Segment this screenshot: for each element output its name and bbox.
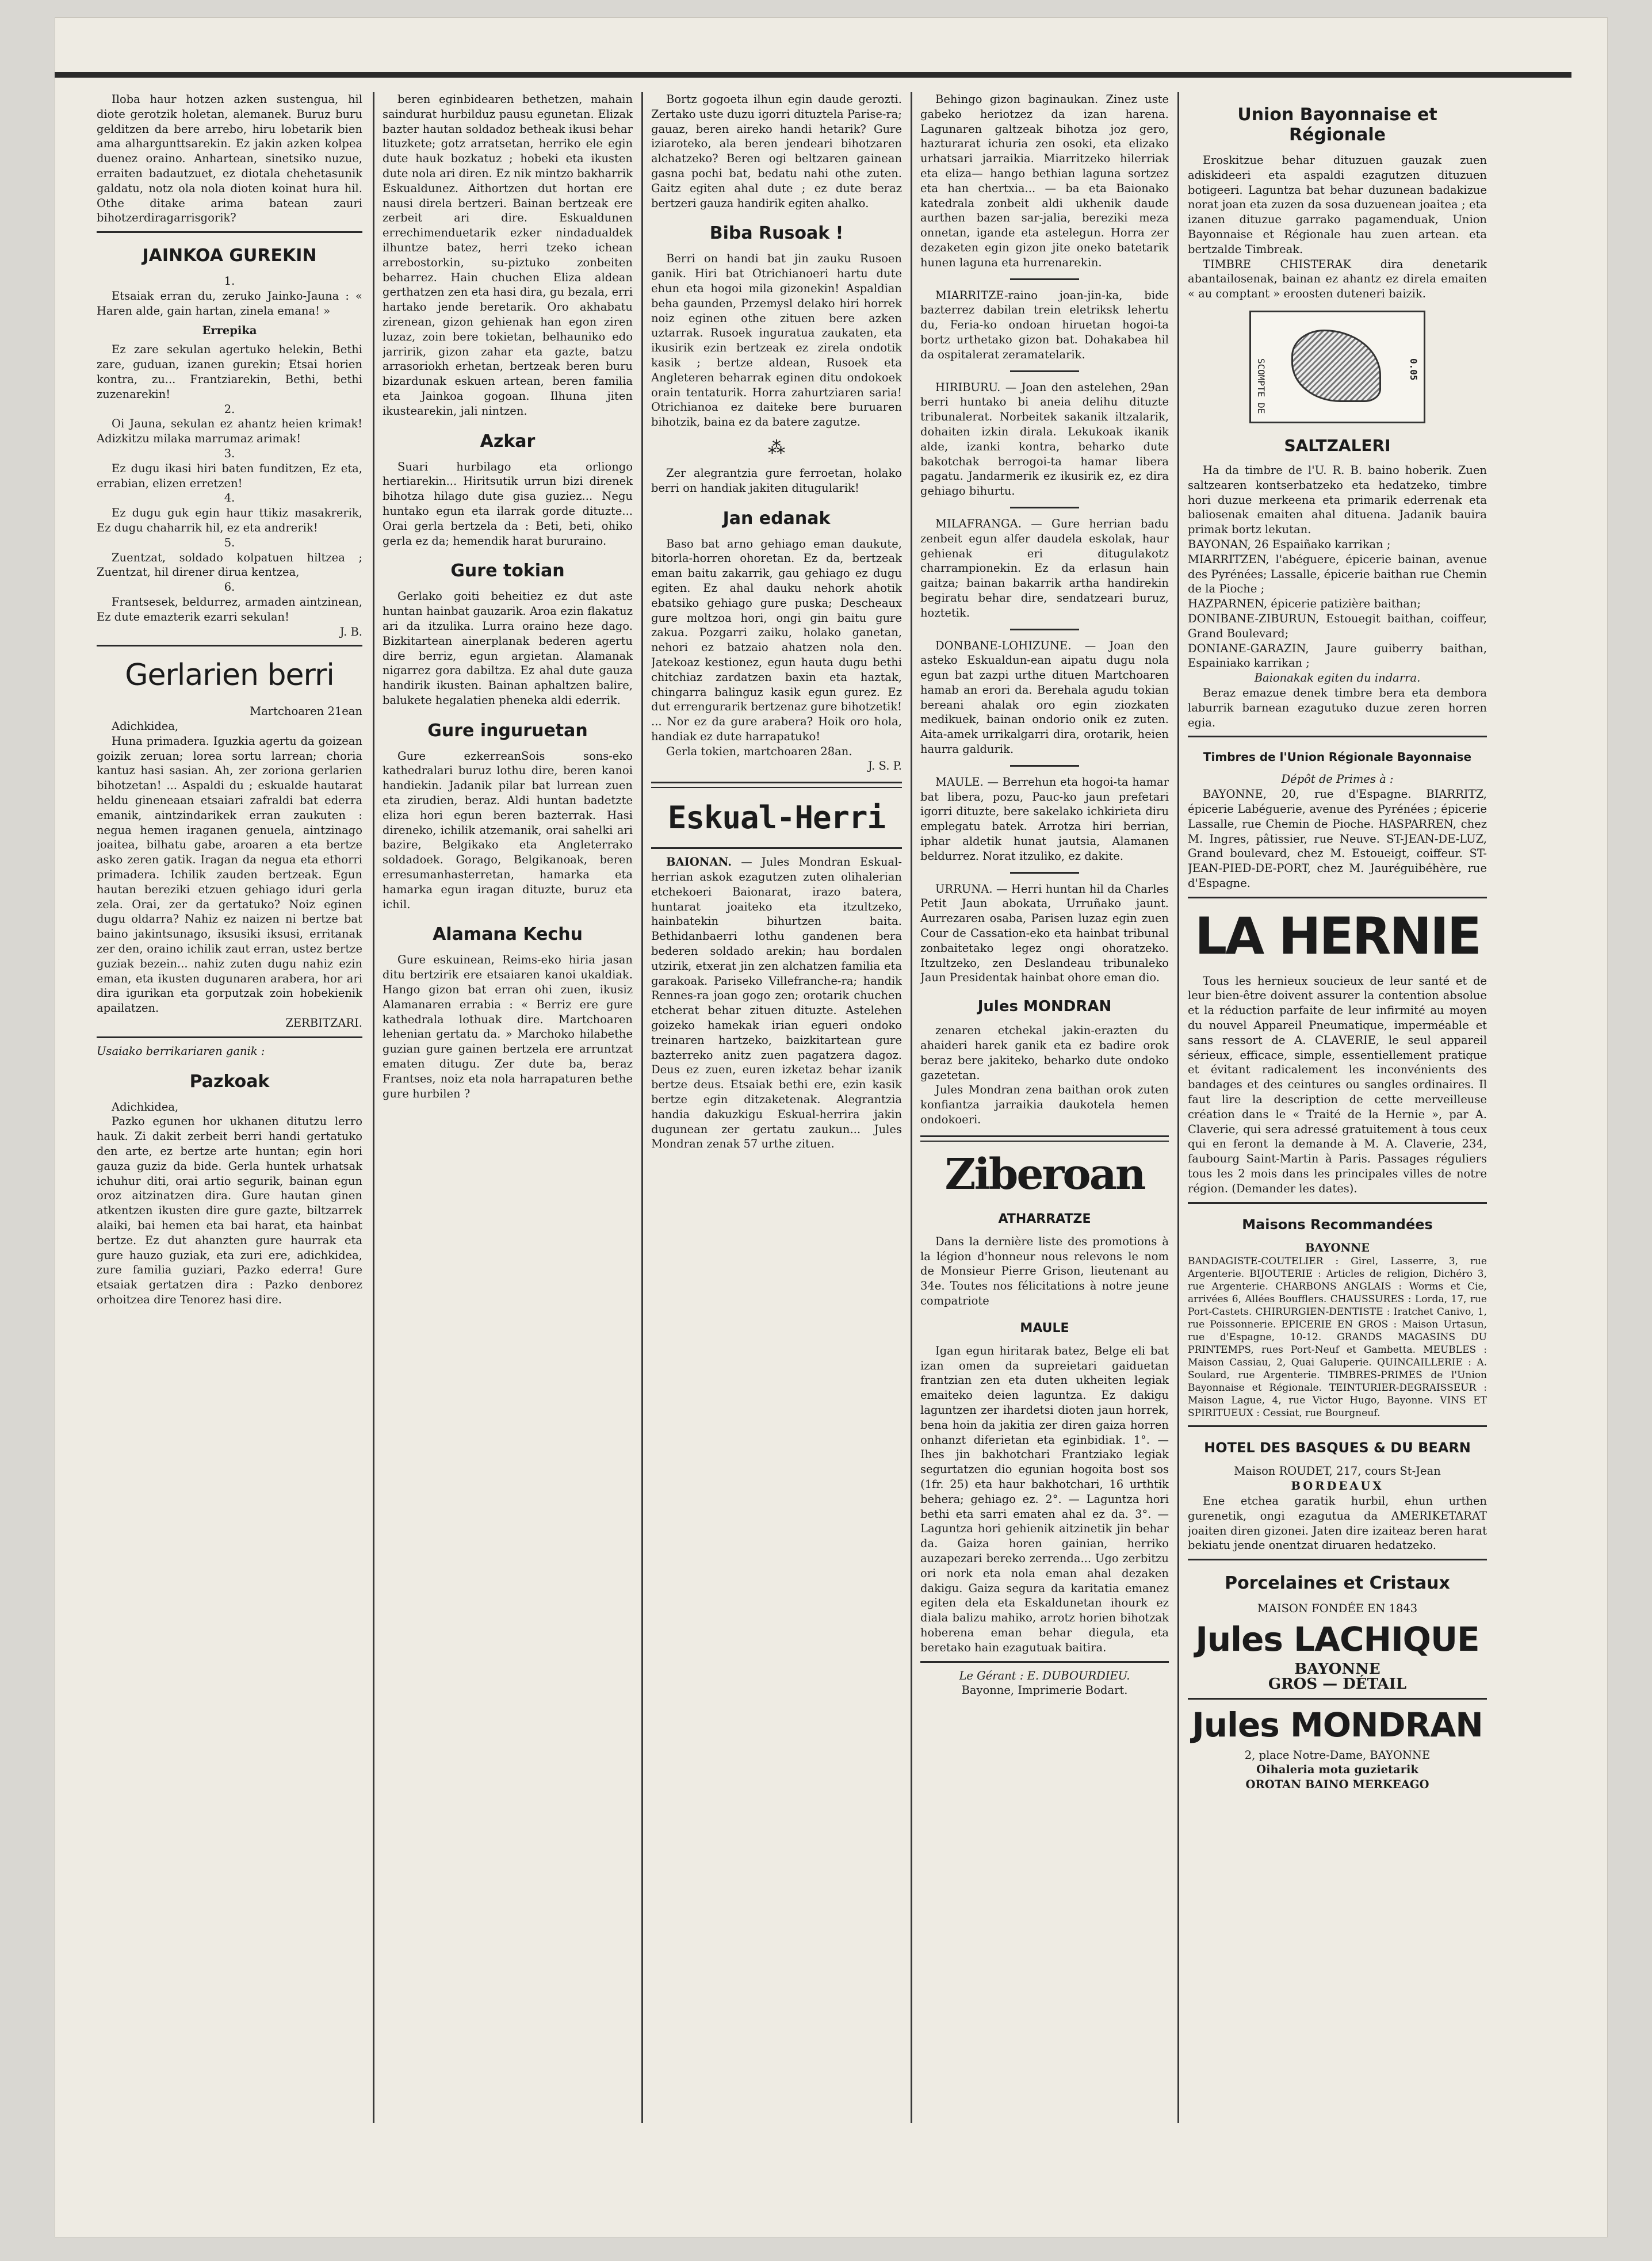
ad-text: Oihaleria mota guzietarik: [1256, 1763, 1418, 1777]
section-title: Gure inguruetan: [427, 720, 588, 741]
article-text: MAULE. — Berrehun eta hogoi-ta hamar bat libera, pozu, Pauc-ko jaun prefetari igorri dituzte, bere sakelako ichkirieta diru emplegatu batek. Arrotza hiri berrian, iphar aldetik hunat jautsia, Alamanen beldurrez. Norat itzuliko, ez dakite.: [920, 775, 1169, 863]
stanza-text: Oi Jauna, sekulan ez ahantz heien krimak! Adizkitzu milaka marrumaz arimak!: [97, 417, 362, 446]
city-name: BORDEAUX: [1291, 1479, 1384, 1493]
wing-emblem: [1291, 330, 1381, 402]
divider: [1188, 1559, 1487, 1560]
section-title: Pazkoak: [189, 1071, 270, 1092]
shop-list-item: DONIANE-GARAZIN, Jaure guiberry baithan, Espainiako karrikan ;: [1188, 641, 1487, 670]
ad-text: OROTAN BAINO MERKEAGO: [1245, 1778, 1429, 1792]
divider: [1010, 765, 1079, 767]
article-text: Gure ezkerreanSois sons-eko kathedralari buruz lothu dire, beren kanoi handiekin. Jadanik pilar bat lurrean zuen eta zirudien, beraz. Aldi huntan badetzte eliza hori egun beren bazterrak. Hasi direneko, ichilik atzemanik, orai sahelki ari bazire, Belgikako eta Angleterrako soldadoek. Gorago, Belgikanoak, beren erresumanhasterretan, hamarka eta hamarka egun iragan dituzte, buruz eta ichil.: [383, 749, 633, 911]
article-text: Gerlako goiti beheitiez ez dut aste huntan hainbat gauzarik. Aroa ezin flakatuz ari da itzulika. Lurra oraino heze dago. Bizkitartean ainerplanak bederen agertu dire berriz, egun argietan. Alamanak nigarrez gora dabiltza. Ez ahal dute gauza handirik ikusten. Bainan aphaltzen balire, balukete hegalatien pheneka aldi ederrik.: [383, 590, 633, 707]
shop-list-item: HAZPARNEN, épicerie patizière baithan;: [1188, 597, 1421, 611]
article-text: Gure eskuinean, Reims-eko hiria jasan ditu bertzirik ere etsaiaren kanoi ukaldiak. Hango gizon bat erran ohi zuen, ikusiz Alamanaren errabia : « Berriz ere gure kathedrala lothuak dire. Martchoaren lehenian gertatu da. » Marchoko hilabethe guzian gure gainen bertzela ere arruntzat ematen ditugu. Zer dute ba, beraz Frantses, noiz eta nola harrapaturen bethe gure hurbilen ?: [383, 953, 633, 1100]
column-2: [383, 92, 633, 2122]
greeting: Adichkidea,: [112, 720, 179, 733]
ad-text: Ha da timbre de l'U. R. B. baino hoberik. Zuen saltzearen kontserbatzeko eta hedatzeko, timbre hori duzue merkeena eta primarik ederrenak eta baliosenak emaiten ahal dituena. Jadanik bauira primak bortz lekutan.: [1188, 463, 1487, 537]
article-text: Huna primadera. Iguzkia agertu da goizean goizik zeruan; lorea sortu larrean; choria kantuz hasi sasian. Ah, zer zoriona gerlarien bihotzetan! ... Aspaldi du ; eskualde hautarat heldu gineneaan etsaiari zafraldi bat ederra emanik, aintzindarikek erran zaukuten : negua hemen iraganen genuela, aintzinago joaitea, bilhatu gabe, aroaren a eta bertze asko zeren gatik. Iragan da negua eta ethorri primadera. Ichilik zauden bertzeak. Egun hautan bereziki etzuen gehiago iduri gerla zela. Orai, zer da gertatuko? Noiz eginen dugu oldarra? Nahiz ez naizen ni bertze bat baino jakintsunago, iksusiki iksusi, erritanak zer den, oraino ichilik zaut erran, ustez bertze guziak bezein... nahiz zuten dugu nahiz ezin eman, eta ikusten dugunaren arabera, hor ari dira igurikan eta gorputzak zoin hobekienik apailatzen.: [97, 734, 362, 1015]
stanza-text: Zuentzat, soldado kolpatuen hiltzea ; Zuentzat, hil direner dirua kentzea,: [97, 550, 362, 579]
source-note: Usaiako berrikariaren ganik :: [97, 1044, 265, 1058]
ad-slogan: Baionakak egiten du indarra.: [1254, 671, 1421, 685]
article-text: Pazko egunen hor ukhanen ditutzu lerro hauk. Zi dakit zerbeit berri handi gertatuko den arte, ez bertze arte huntan; egin hori gauza guziz da bide. Gerla huntek urhatsak ichuhur diti, orai artio segurik, bainan egun oroz aitzinatzen dira. Gure hautan ginen atkentzen ikusten dire gure gazte, biltzarrek alaiki, bai hemen eta bai harat, eta hainbat bertze. Ez dut ahanzten gure haurrak eta gure hauzo guziak, eta zuri ere, adichkidea, zure familia guziari, Pazko ederra! Gure etsaiak gertatzen dira : Pazko denborez orhoitzea dire Tenorez hasi dire.: [97, 1115, 362, 1306]
article-text: Dans la dernière liste des promotions à la légion d'honneur nous relevons le nom de Monsieur Pierre Grison, lieutenant au 34e. Toutes nos félicitations à notre jeune compatriote: [920, 1234, 1169, 1307]
ad-title: Timbres de l'Union Régionale Bayonnaise: [1203, 750, 1472, 764]
column-separator: [1177, 92, 1179, 2123]
section-title: Alamana Kechu: [433, 924, 583, 945]
place-name: MAULE: [1020, 1321, 1069, 1336]
column-separator: [911, 92, 912, 2123]
stanza-text: Ez dugu ikasi hiri baten funditzen, Ez eta, errabian, elizen erretzen!: [97, 461, 362, 490]
divider: [1010, 278, 1079, 280]
ad-subtitle: MAISON FONDÉE EN 1843: [1257, 1602, 1418, 1616]
article-text: — Jules Mondran Eskual-herrian askok ezagutzen zuten olihalerian etchekoeri Baionarat, irazo batera, huntarat joaiteko eta itzultzeko, hainbatekin bihurtzen baita. Bethidanbaerri lothu gandenen bera bederen soldado arekin; hau bordalen utzirik, etxerat jin zen alchatzen familia eta garakoak. Pariseko Villefranche-ra; handik Rennes-ra joan gogo zen; orotarik chuchen etcherat behar zituen dituzte. Astelehen goizeko hamekak irian egueri ondoko treinaren hartzeko, baizkitartean gure bazterreko anitz zuen pagatzera dagoz. Deus ez zuen, euren izketaz behar izanik bertze deus. Etsaiak bethi ere, ezin kasik bertze egin ditzaketenak. Alegrantzia handia dakuzkigu Eskual-herrira jakin dugunean zer gertatu zaukun... Jules Mondran zenak 57 urthe zituen.: [651, 855, 902, 1151]
divider: [1188, 1698, 1487, 1700]
shop-list-item: DONIBANE-ZIBURUN, Estouegit baithan, coiffeur, Grand Boulevard;: [1188, 611, 1487, 640]
ad-title: Jules MONDRAN: [1192, 1705, 1483, 1744]
column-separator: [373, 92, 374, 2123]
ad-text: TIMBRE CHISTERAK dira denetarik abantailosenak, bainan ez ahantz ez direla emaiten « au comptant » eroosten duteneri baizik.: [1188, 257, 1487, 301]
article-text: URRUNA. — Herri huntan hil da Charles Petit Jaun abokata, Urruñako jaunt. Aurrezaren osaba, Parisen luzaz egin zuen Cour de Cassation-eko eta hainbat tribunal zonbaitetako legez ongi ohoratzeko. Itzultzeko, zen Deslandeau tribunaleko Jaun Presidentak hainbat ohore eman dio.: [920, 882, 1169, 985]
ad-text: Tous les hernieux soucieux de leur santé et de leur bien-être doivent assurer la contention absolue et la réduction parfaite de leur infirmité au moyen du nouvel Appareil Pneumatique, imperméable et sans ressort de A. CLAVERIE, le seul appareil sérieux, efficace, simple, essentiellement pratique et évitant radicalement les inconvénients des bandages et des ceintures ou sangles ordinaires. Il faut lire la description de cette merveilleuse création dans le « Traité de la Hernie », par A. Claverie, qui sera adressé gratuitement à tous ceux qui en feront la demande à M. A. Claverie, 234, faubourg Saint-Martin à Paris. Passages réguliers tous les 2 mois dans les principales villes de notre région. (Demander les dates).: [1188, 974, 1487, 1195]
stanza-number: 4.: [224, 491, 235, 505]
ad-address: 2, place Notre-Dame, BAYONNE: [1244, 1748, 1431, 1762]
ad-subtitle: GROS — DÉTAIL: [1268, 1675, 1407, 1693]
article-text: Berri on handi bat jin zauku Rusoen ganik. Hiri bat Otrichianoeri hartu dute ehun eta hogoi mila gizonekin! Aspaldian beha gaunden, Przemysl delako hiri horrek noiz eginen othe zituen bere azken uztarrak. Rusoek inguratua zaukaten, eta ikusirik ezin bertzeak ez zirela ondotik kasik ; bertze aldean, Rusoek eta Angleteren beharrak eginen ditu ondokoek orain tentaturik. Horra zahurtziaren saria! Otrichianoa ez daiteke bere buruaren bihotzik, baina ez da batere zagutze.: [651, 252, 902, 429]
signature: J. B.: [339, 625, 362, 638]
dateline: Gerla tokien, martchoaren 28an.: [666, 744, 852, 758]
stamp-image: [1249, 311, 1425, 423]
stanza-number: 1.: [224, 274, 235, 288]
article-text: DONBANE-LOHIZUNE. — Joan den asteko Eskualdun-ean aipatu dugu nola egun bat zazpi urthe dituen Martchoaren hamab an erori da. Berehala agudu tokian bereani ahalak oro egin ziozkaten medikuek, bainan ondorio onik ez zuten. Aita-amek urrikalgarri dira, orotarik, heien haurra galdurik.: [920, 638, 1169, 756]
divider: [920, 1135, 1169, 1142]
stamp-value: 0.05: [1408, 358, 1419, 381]
column-1: [97, 92, 362, 2122]
divider: [920, 1661, 1169, 1663]
place-name: BAIONAN.: [666, 855, 732, 869]
ad-text: Beraz emazue denek timbre bera eta dembora laburrik barnean ezagutuko duzue zeren horren egia.: [1188, 686, 1487, 729]
article-text: Suari hurbilago eta orliongo hertiarekin... Hiritsutik urrun bizi direnek bihotza hilago dute gisa guziez... Negu huntako egun eta ilarrak gorde dituzte... Orai gerla bertzela da : Beti, beti, ohiko gerla ez da; hemendik harat bururaino.: [383, 460, 633, 548]
column-3: [651, 92, 902, 2122]
ad-title: Union Bayonnaise et Régionale: [1237, 105, 1437, 145]
stanza-text: Ez dugu guk egin haur ttikiz masakrerik, Ez dugu chaharrik hil, ez eta andrerik!: [97, 506, 362, 534]
divider: [1188, 1202, 1487, 1204]
poem-title: JAINKOA GUREKIN: [142, 246, 317, 266]
refrain-title: Errepika: [202, 323, 257, 337]
divider: [97, 231, 362, 233]
top-rule: [55, 72, 1571, 78]
column-separator: [641, 92, 643, 2123]
ad-title: Maisons Recommandées: [1242, 1216, 1433, 1233]
ad-title: HOTEL DES BASQUES & DU BEARN: [1204, 1440, 1471, 1456]
signature: J. S. P.: [867, 759, 902, 773]
printer: Bayonne, Imprimerie Bodart.: [961, 1684, 1128, 1697]
greeting: Adichkidea,: [112, 1100, 179, 1114]
section-title: Azkar: [480, 431, 536, 452]
dateline: Martchoaren 21ean: [250, 705, 362, 718]
divider: [1010, 872, 1079, 874]
ad-title: SALTZALERI: [1284, 435, 1391, 455]
ad-address: Maison ROUDET, 217, cours St-Jean: [1234, 1464, 1441, 1478]
ad-text: BANDAGISTE-COUTELIER : Girel, Lasserre, 3, rue Argenterie. BIJOUTERIE : Articles de religion, Dichéro 3, rue Argenterie. CHARBONS ANGLAIS : Worms et Cie, arrivées 6, Allées Boufflers. CHAUSSURES : Lorda, 17, rue Port-Castets. CHIRURGIEN-DENTISTE : Iratchet Canivo, 1, rue Poissonnerie. EPICERIE EN GROS : Maison Urtasun, rue d'Espagne, 10-12. GRANDS MAGASINS DU PRINTEMPS, rues Port-Neuf et Gambetta. MEUBLES : Maison Cassiau, 2, Quai Galuperie. QUINCAILLERIE : A. Soulard, rue Argenterie. TIMBRES-PRIMES de l'Union Bayonnaise et Régionale. TEINTURIER-DEGRAISSEUR : Maison Lague, 4, rue Victor Hugo, Bayonne. VINS ET SPIRITUEUX : Cessiat, rue Bourgneuf.: [1188, 1256, 1487, 1420]
divider: [97, 645, 362, 646]
divider: [1010, 629, 1079, 630]
ad-title: Porcelaines et Cristaux: [1225, 1573, 1450, 1594]
divider: [1188, 1425, 1487, 1427]
section-title: Gerlarien berri: [125, 658, 334, 693]
ad-text: Eroskitzue behar dituzuen gauzak zuen adiskideeri eta aspaldi ezagutzen dituzuen botigeeri. Laguntza bat behar duzunean badakizue norat joan eta zuzen da sosa duzuenean joaitea ; eta izanen dituzue garrako pagamenduak, Union Bayonnaise et Régionale hau zuen artean. eta bertzalde Timbreak.: [1188, 154, 1487, 256]
article-text: Bortz gogoeta ilhun egin daude gerozti. Zertako uste duzu igorri dituztela Parise-ra; gauaz, beren aireko handi hetarik? Gure iziaroteko, ala beren jendeari bihotzaren alchatzeko? Beren ogi beltzaren gainean gasna pochi bat, bedatu nahi othe zuten. Gaitz egiten ahal dute ; ez dute beraz bertzeri gauza handirik egiten ahalko.: [651, 93, 902, 210]
column-4: [920, 92, 1169, 2122]
shop-list-item: MIARRITZEN, l'abéguere, épicerie bainan, avenue des Pyrénées; Lassalle, épicerie baithan rue Chemin de la Pioche ;: [1188, 552, 1487, 596]
city-name: BAYONNE: [1294, 1661, 1381, 1678]
divider: [1010, 507, 1079, 508]
divider: [1010, 370, 1079, 372]
section-title: Jan edanak: [722, 508, 831, 529]
stanza-number: 2.: [224, 402, 235, 416]
article-text: MILAFRANGA. — Gure herrian badu zenbeit egun alfer daudela eskolak, haur gehienak eri ditugulakotz charrampionekin. Ez da erlasun hain gaitza; bainan bakarrik artha handirekin begiratu behar dire, sendatzeari buruz, hoztetik.: [920, 517, 1169, 619]
section-title: Biba Rusoak !: [709, 223, 844, 244]
ad-text: BAYONNE, 20, rue d'Espagne. BIARRITZ, épicerie Labéguerie, avenue des Pyrénées ; épicerie Lassalle, rue Chemin de Pioche. HASPARREN, chez M. Ingres, pâtissier, rue Neuve. ST-JEAN-DE-LUZ, Grand boulevard, chez M. Estoueigt, coiffeur. ST-JEAN-PIED-DE-PORT, chez M. Jauréguibéhère, rue d'Espagne.: [1188, 787, 1487, 890]
article-text: zenaren etchekal jakin-erazten du ahaideri harek ganik eta ez badire orok beraz bere jakiteko, beharko dute ondoko gazetetan.: [920, 1024, 1169, 1082]
section-title: Ziberoan: [944, 1149, 1145, 1199]
article-text: Zer alegrantzia gure ferroetan, holako berri on handiak jakiten ditugularik!: [651, 466, 902, 495]
article-text: HIRIBURU. — Joan den astelehen, 29an berri huntako bi aneia delihu dituzte tribunalerat. Norbeitek sakanik iltzalarik, dohaiten izkin dirala. Lekukoak ikanik alde, izanki kontra, beharko dute bakotchak berrogoi-ta hamar libera pagatu. Jandarmerik ez ikusirik ez, ez dira gehiago bihurtu.: [920, 380, 1169, 498]
person-name: Jules MONDRAN: [977, 998, 1112, 1016]
ad-text: Ene etchea garatik hurbil, ehun urthen gurenetik, ongi ezagutua da AMERIKETARAT joaiten diren gizonei. Jaten dire izaiteaz beren harat bekiatu jende onentzat diruaren hedatzeko.: [1188, 1494, 1487, 1552]
article-text: Jules Mondran zena baithan orok zuten konfiantza jarraikia daukotela hemen ondokoeri.: [920, 1083, 1169, 1127]
ad-subtitle: Dépôt de Primes à :: [1281, 772, 1394, 786]
article-text: MIARRITZE-raino joan-jin-ka, bide bazterrez dabilan trein eletriksk lehertu du, Feria-ko ondoan hiruetan hogoi-ta bortz urthetako gizon bat. Dohakabea hil da ospitalerat zeramatelarik.: [920, 288, 1169, 361]
stanza-number: 6.: [224, 580, 235, 594]
section-title: Eskual-Herri: [667, 799, 886, 836]
gerant: Le Gérant : E. DUBOURDIEU.: [959, 1669, 1130, 1682]
article-text: Iloba haur hotzen azken sustengua, hil diote gerotzik holetan, alemanek. Buruz buru gelditzen da bere arrebo, hiru lobetarik bien ama alhargunttsarekin. Ez jakin azken kolpea duenez oraino. Anhartean, sinetsiko nuzue, erraiten badautzuet, ez diotala chehetasunik galdatu, notz ola nola dioten koinat hura hil. Othe ditake arima batean zauri bihotzerdiragarrisgorik?: [97, 93, 362, 225]
stanza-text: Etsaiak erran du, zeruko Jainko-Jauna : « Haren alde, gain hartan, zinela emana! »: [97, 289, 362, 317]
ad-title: Jules LACHIQUE: [1195, 1620, 1479, 1659]
asterism: ⁂: [768, 437, 785, 458]
signature: ZERBITZARI.: [285, 1016, 362, 1030]
refrain-text: Ez zare sekulan agertuko helekin, Bethi zare, guduan, izanen gurekin; Etsai horien kontra, zu... Frantziarekin, Bethi, bethi zuzenarekin!: [97, 343, 362, 401]
stanza-number: 5.: [224, 535, 235, 549]
stanza-number: 3.: [224, 446, 235, 460]
stamp-side-text: SCOMPTE DE: [1256, 358, 1267, 414]
article-text: Igan egun hiritarak batez, Belge eli bat izan omen da supreietari gaiduetan frantzian zen eta duten ukheiten legiak emaiteko deien laguntza. Ez dakigu laguntzen zer ihardetsi dioten jaun horrek, bena hoin da jakitia zer diren gaiza horren onhanzt diferietan eta eginbidiak. 1°. — Ihes jin bakhotchari Frantziako legiak segurtatzen dio egunian hogoita bost sos (1fr. 25) eta haur bakhotchari, 16 urthtik behera; gehiago ez. 2°. — Laguntza hori bethi eta sarri ematen ahal ez da. 3°. — Laguntza hori gehienik aitzinetik jin behar da. Gaiza horen gainian, herriko auzapezari bereko zerrenda... Ugo zerbitzu ori nork eta nola eman ahal dezaken dakigu. Gaiza segura da karitatia emanez egiten dela eta Eskaldunetan ihourk ez diala balizu mahiko, arrotz horien bihotzak hoberena eman behar diegula, eta beretako hain ezagutuak baitira.: [920, 1344, 1169, 1654]
article-text: Behingo gizon baginaukan. Zinez uste gabeko heriotzez da izan harena. Lagunaren galtzeak bihotza joz gero, hazturarat ichuria zen osoki, eta elizako urhatsari jarraikia. Miarritzeko hilerriak eta eliza— hango bethian laguna sortzez eta han chertxia... — ba eta Baionako katedrala zonbeit aldi ukhenik daude aurthen bazen sar-jalia, bereziki meza onnetan, igande eta astelegun. Horra zer dezaketen egin gizon jite oneko batetarik hunen laguna eta hurrenarekin.: [920, 93, 1169, 269]
divider: [1188, 897, 1487, 898]
column-5-ads: [1188, 92, 1487, 2134]
place-name: ATHARRATZE: [998, 1211, 1091, 1226]
divider: [651, 782, 902, 788]
section-title: Gure tokian: [450, 561, 565, 581]
shop-list-item: BAYONAN, 26 Espaiñako karrikan ;: [1188, 537, 1391, 551]
article-text: beren eginbidearen bethetzen, mahain saindurat hurbilduz pausu egunetan. Elizak bazter hautan soldadoz betheak ikusi behar lituzkete; gotz arratsetan, herriko ele egin dute hauk bozkatuz ; hobeki eta ikusten dute nola ari diren. Ez nik mintzo bakharrik Eskualdunez. Aithortzen dut hortan ere nausi direla bertzeri. Bainan bertzeak ere zerbeit ari dire. Eskualdunen errechimenduetarik ezker nindadualdek ilhuntze batez, herri tzeko ichean arrebostorkin, su-piztuko zonbeiten beharrez. Hain chuchen Eliza aldean gerthatzen zen eta hasi dira, gu bezala, erri hartako jende beretarik. Oro akhabatu zirenean, gizon gehienak han egon ziren luzaz, zoin bere tokietan, belhauniko edo jarririk, gizon zahar eta gazte, batzu arrasoriokh erhetan, bertzeak beren buru bizardunak eskuen artean, beren familia eta Jainkoa gogoan. Ilhuna jiten ikustearekin, jali nintzen.: [383, 93, 633, 418]
ad-title: LA HERNIE: [1195, 906, 1480, 966]
stanza-text: Frantsesek, beldurrez, armaden aintzinean, Ez dute emazterik ezarri sekulan!: [97, 595, 362, 623]
divider: [651, 847, 902, 849]
article-text: Baso bat arno gehiago eman daukute, bitorla-horren ohoretan. Ez da, bertzeak eman baitu zakarrik, gau gehiago ez dugu egiten. Ez ahal dauku nehork ahotik ebatsiko gehiago gure puska; Descheaux gure moltzoa hori, ongi gin baitu gure zakua. Pozgarri zaiku, holako ganetan, nehori ez batzaio ahatzen nola den. Jatekoaz kestionez, egun hauta dugu bethi chitchiaz zardatzen baxin eta haztak, chingarra balinguz kasik egun gurez. Ez dut errengurarik bertzenaz gure bihotzetik! ... Nor ez da gure arabera? Hoik oro hola, handiak ez dute harrapatuko!: [651, 537, 902, 743]
city-name: BAYONNE: [1305, 1241, 1370, 1254]
divider: [97, 1036, 362, 1038]
divider: [1188, 736, 1487, 737]
